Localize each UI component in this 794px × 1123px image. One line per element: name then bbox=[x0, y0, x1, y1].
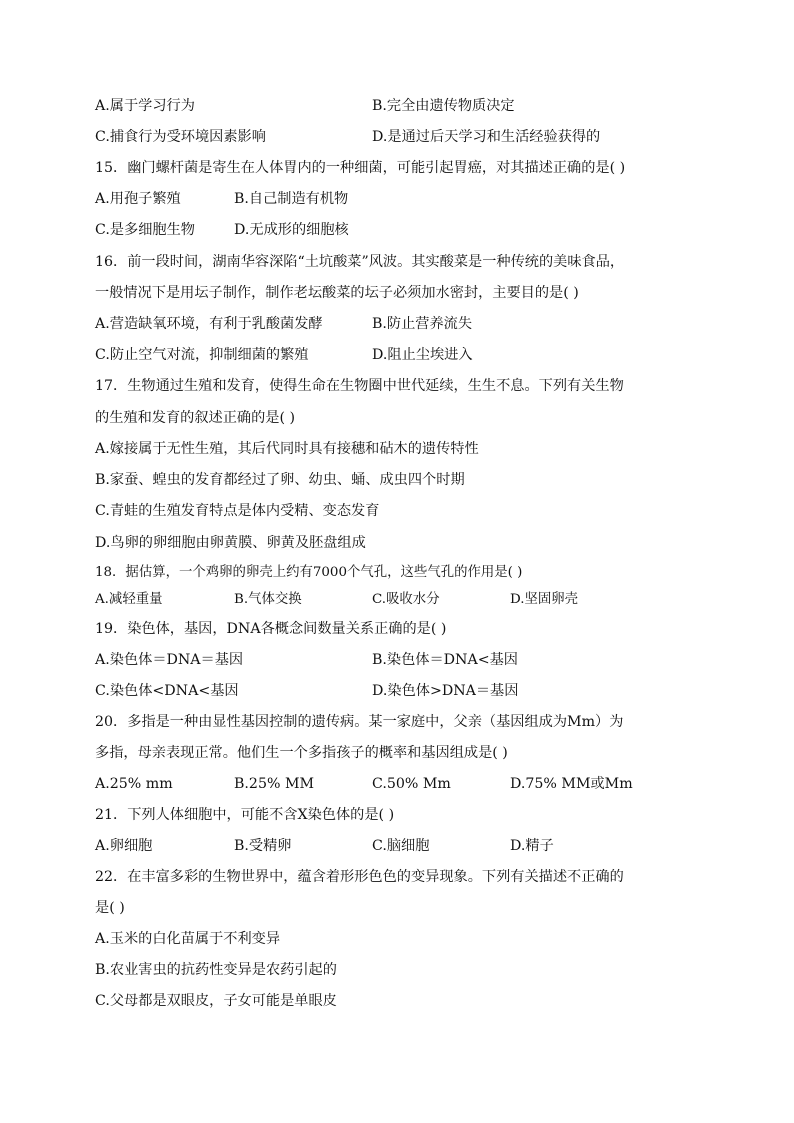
q21-option-d: D.精子 bbox=[510, 838, 554, 854]
q15-option-a: A.用孢子繁殖 bbox=[95, 191, 181, 207]
q17-option-a: A.嫁接属于无性生殖，其后代同时具有接穗和砧木的遗传特性 bbox=[95, 441, 479, 457]
q15-option-b: B.自己制造有机物 bbox=[234, 191, 349, 207]
q18-option-b: B.气体交换 bbox=[234, 592, 302, 607]
q17-option-b: B.家蚕、蝗虫的发育都经过了卵、幼虫、蛹、成虫四个时期 bbox=[95, 472, 465, 488]
q20-stem-line1: 20．多指是一种由显性基因控制的遗传病。某一家庭中，父亲（基因组成为Mm）为 bbox=[95, 714, 624, 730]
q16-stem-line2: 一般情况下是用坛子制作，制作老坛酸菜的坛子必须加水密封，主要目的是( ) bbox=[95, 285, 579, 301]
q17-option-c: C.青蛙的生殖发育特点是体内受精、变态发育 bbox=[95, 503, 380, 519]
q17-stem-line1: 17．生物通过生殖和发育，使得生命在生物圈中世代延续，生生不息。下列有关生物 bbox=[95, 378, 624, 394]
q21-option-b: B.受精卵 bbox=[234, 838, 292, 854]
q21-stem: 21．下列人体细胞中，可能不含X染色体的是( ) bbox=[95, 807, 395, 823]
q15-option-d: D.无成形的细胞核 bbox=[234, 222, 349, 238]
q14-option-d: D.是通过后天学习和生活经验获得的 bbox=[372, 129, 601, 145]
q21-option-a: A.卵细胞 bbox=[95, 838, 153, 854]
q21-option-c: C.脑细胞 bbox=[372, 838, 430, 854]
q20-option-d: D.75% MM或Mm bbox=[510, 776, 633, 792]
q14-option-c: C.捕食行为受环境因素影响 bbox=[95, 129, 266, 145]
q20-option-a: A.25% mm bbox=[95, 776, 173, 792]
q22-option-b: B.农业害虫的抗药性变异是农药引起的 bbox=[95, 962, 337, 978]
q18-option-c: C.吸收水分 bbox=[372, 592, 440, 607]
q20-option-b: B.25% MM bbox=[234, 776, 315, 792]
q22-option-a: A.玉米的白化苗属于不利变异 bbox=[95, 931, 281, 947]
q19-option-b: B.染色体＝DNA<基因 bbox=[372, 652, 518, 668]
q18-option-d: D.坚固卵壳 bbox=[510, 592, 579, 607]
q17-option-d: D.鸟卵的卵细胞由卵黄膜、卵黄及胚盘组成 bbox=[95, 535, 366, 551]
q17-stem-line2: 的生殖和发育的叙述正确的是( ) bbox=[95, 410, 296, 426]
q20-option-c: C.50% Mm bbox=[372, 776, 451, 792]
q18-option-a: A.减轻重量 bbox=[95, 592, 163, 607]
q16-option-b: B.防止营养流失 bbox=[372, 316, 473, 332]
q16-option-a: A.营造缺氧环境，有利于乳酸菌发酵 bbox=[95, 316, 323, 332]
q22-stem-line1: 22．在丰富多彩的生物世界中，蕴含着形形色色的变异现象。下列有关描述不正确的 bbox=[95, 869, 624, 885]
q16-option-c: C.防止空气对流，抑制细菌的繁殖 bbox=[95, 347, 309, 363]
q22-option-c: C.父母都是双眼皮，子女可能是单眼皮 bbox=[95, 993, 337, 1009]
q14-option-b: B.完全由遗传物质决定 bbox=[372, 98, 515, 114]
q19-option-c: C.染色体<DNA<基因 bbox=[95, 683, 239, 699]
q16-option-d: D.阻止尘埃进入 bbox=[372, 347, 473, 363]
q22-stem-line2: 是( ) bbox=[95, 900, 125, 916]
q14-option-a: A.属于学习行为 bbox=[95, 98, 195, 114]
q15-stem: 15．幽门螺杆菌是寄生在人体胃内的一种细菌，可能引起胃癌，对其描述正确的是( ) bbox=[95, 160, 626, 176]
q19-stem: 19．染色体，基因，DNA各概念间数量关系正确的是( ) bbox=[95, 621, 447, 637]
q19-option-d: D.染色体>DNA＝基因 bbox=[372, 683, 519, 699]
q18-stem: 18．据估算，一个鸡卵的卵壳上约有7000个气孔，这些气孔的作用是( ) bbox=[95, 565, 523, 580]
q20-stem-line2: 多指，母亲表现正常。他们生一个多指孩子的概率和基因组成是( ) bbox=[95, 745, 508, 761]
q19-option-a: A.染色体＝DNA＝基因 bbox=[95, 652, 244, 668]
q16-stem-line1: 16．前一段时间，湖南华容深陷“土坑酸菜”风波。其实酸菜是一种传统的美味食品， bbox=[95, 254, 625, 270]
q15-option-c: C.是多细胞生物 bbox=[95, 222, 195, 238]
